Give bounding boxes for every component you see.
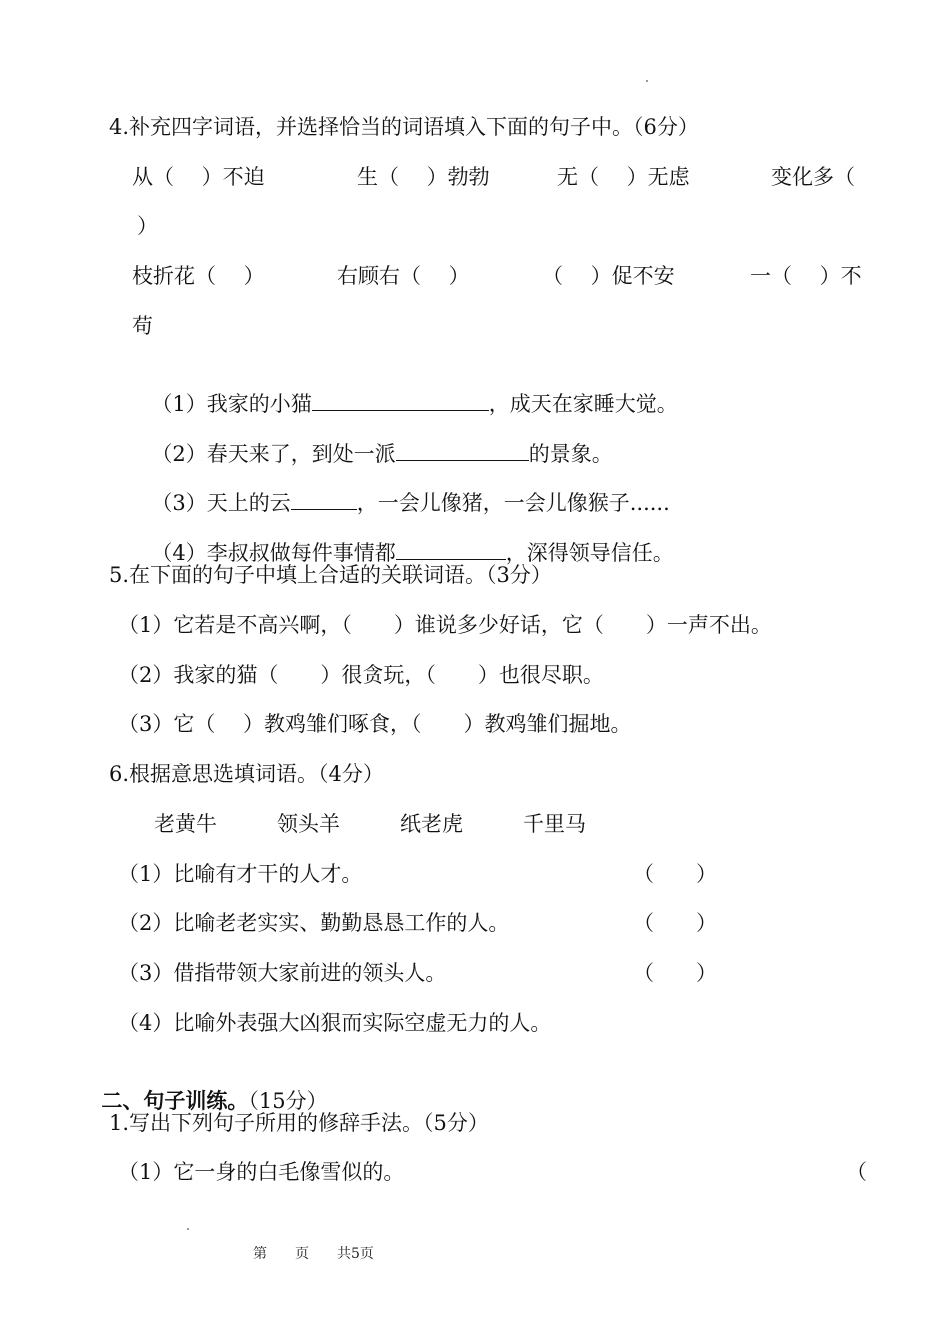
q4-sentence-1-pre: （1）我家的小猫: [151, 392, 312, 416]
q6-item-3: （3）借指带领大家前进的领头人。: [118, 961, 447, 985]
q4-word-2: 生（ ）勃勃: [357, 165, 490, 189]
answer-blank[interactable]: [396, 440, 529, 461]
q5-sentence-3: （3）它（ ）教鸡雏们啄食，（ ）教鸡雏们掘地。: [118, 712, 632, 736]
answer-blank[interactable]: [291, 489, 357, 510]
q6-item-2: （2）比喻老老实实、勤勤恳恳工作的人。: [118, 911, 510, 935]
q4-word-6: 右顾右（ ）: [337, 264, 470, 288]
q4-word-1: 从（ ）不迫: [132, 165, 265, 189]
q4-sentence-2: [138, 412, 613, 468]
q4-word-4: 变化多（: [771, 165, 855, 189]
page-footer: 第 页 共5页: [253, 1246, 374, 1262]
q4-word-7: （ ）促不安: [542, 264, 675, 288]
answer-blank[interactable]: [312, 390, 489, 411]
q4-sentence-1: [138, 362, 678, 418]
q6-title: 6.根据意思选填词语。（4分）: [109, 762, 384, 786]
q4-sentence-3-pre: （3）天上的云: [151, 491, 291, 515]
section-2-heading: [88, 1059, 328, 1115]
q6-item-1-blank[interactable]: （ ）: [633, 862, 717, 886]
q6-item-1: （1）比喻有才干的人才。: [118, 862, 363, 886]
q4-word-5: 枝折花（ ）: [132, 264, 265, 288]
q6-word-2: 领头羊: [277, 812, 340, 836]
scan-dot: [646, 80, 648, 82]
q5-title: 5.在下面的句子中填上合适的关联词语。（3分）: [109, 563, 552, 587]
q6-item-2-blank[interactable]: （ ）: [633, 911, 717, 935]
q4-sentence-3-post: ，一会儿像猪，一会儿像猴子......: [356, 491, 670, 515]
answer-blank[interactable]: [396, 539, 506, 560]
q6-word-1: 老黄牛: [154, 812, 217, 836]
q4-sentence-1-post: ，成天在家睡大觉。: [488, 392, 678, 416]
q4-sentence-4: [138, 511, 674, 567]
q4-sentence-2-post: 的景象。: [528, 442, 613, 466]
q4-word-3: 无（ ）无虑: [557, 165, 690, 189]
q6-item-4: （4）比喻外表强大凶狠而实际空虚无力的人。: [118, 1011, 552, 1035]
q6-item-3-blank[interactable]: （ ）: [633, 961, 717, 985]
q4-sentence-2-pre: （2）春天来了，到处一派: [151, 442, 396, 466]
q4-title: 4.补充四字词语，并选择恰当的词语填入下面的句子中。（6分）: [109, 115, 699, 139]
q6-word-4: 千里马: [523, 812, 586, 836]
q4-word-4-wrap: ）: [137, 214, 158, 238]
q5-sentence-1: （1）它若是不高兴啊，（ ）谁说多少好话，它（ ）一声不出。: [118, 613, 772, 637]
section-2-q1-answer-paren[interactable]: （: [846, 1160, 867, 1184]
q5-sentence-2: （2）我家的猫（ ）很贪玩，（ ）也很尽职。: [118, 663, 604, 687]
q4-sentence-4-post: ，深得领导信任。: [505, 541, 674, 565]
section-2-q1-sentence-1: （1）它一身的白毛像雪似的。: [118, 1160, 405, 1184]
section-2-q1-title: 1.写出下列句子所用的修辞手法。（5分）: [109, 1111, 489, 1135]
section-2-title: 二、句子训练。: [101, 1088, 249, 1113]
q6-word-3: 纸老虎: [400, 812, 463, 836]
q4-word-8: 一（ ）不: [750, 264, 862, 288]
q4-word-8-wrap: 苟: [132, 314, 153, 338]
scan-dot: [187, 1228, 189, 1230]
q4-sentence-4-pre: （4）李叔叔做每件事情都: [151, 541, 396, 565]
q4-sentence-3: [138, 461, 670, 517]
section-2-score: （15分）: [248, 1089, 328, 1113]
